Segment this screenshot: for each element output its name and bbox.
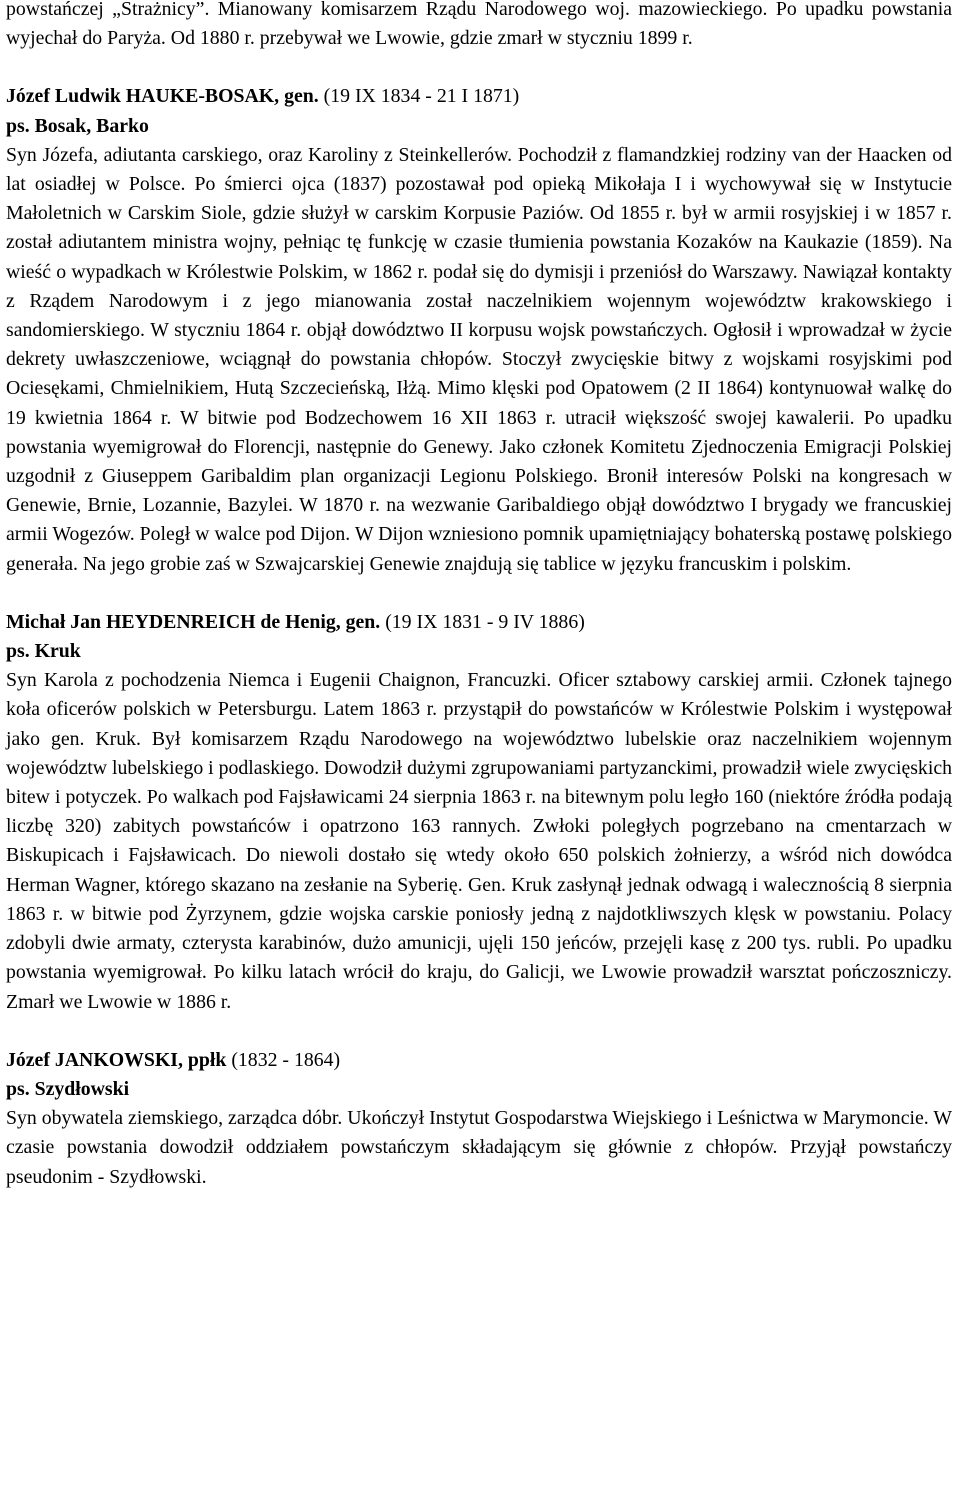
entry-biography: Syn Karola z pochodzenia Niemca i Eugenii Chaignon, Francuzki. Oficer sztabowy carskiej armii. Członek tajnego koła oficerów polskich w Petersburgu. Latem 1863 r. przystąpił do powstańców w Królestwie Polskim i występował jako gen. Kruk. Był komisarzem Rządu Narodowego na województwo lubelskie oraz naczelnikiem wojennym województw lubelskiego i podlaskiego. Dowodził dużymi zgrupowaniami partyzanckimi, prowadził wiele zwycięskich bitew i potyczek. Po walkach pod Fajsławicami 24 sierpnia 1863 r. na bitewnym polu legło 160 (niektóre źródła podają liczbę 320) zabitych powstańców i opatrzono 163 rannych. Zwłoki poległych pogrzebano na cmentarzach w Biskupicach i Fajsławicach. Do niewoli dostało się wtedy około 650 polskich żołnierzy, a wśród nich dowódca Herman Wagner, którego skazano na zesłanie na Syberię. Gen. Kruk zasłynął jednak odwagą i walecznością 8 sierpnia 1863 r. w bitwie pod Żyrzynem, gdzie wojska carskie poniosły jedną z najdotkliwszych klęsk w powstaniu. Polacy zdobyli dwie armaty, czterysta karabinów, dużo amunicji, ujęli 150 jeńców, przejęli kasę z 200 tys. rubli. Po upadku powstania wyemigrował. Po kilku latach wrócił do kraju, do Galicji, we Lwowie prowadził warsztat pończoszniczy. Zmarł we Lwowie w 1886 r. bbox=[6, 669, 952, 1013]
entry-heading bbox=[6, 608, 952, 637]
biography-entry-jankowski bbox=[6, 1046, 952, 1192]
entry-biography: Syn Józefa, adiutanta carskiego, oraz Karoliny z Steinkellerów. Pochodził z flamandzkiej rodziny van der Haacken od lat osiadłej w Polsce. Po śmierci ojca (1837) pozostawał pod opieką Mikołaja I i wychowywał się w Instytucie Małoletnich w Carskim Siole, gdzie służył w carskim Korpusie Paziów. Od 1855 r. był w armii rosyjskiej i w 1857 r. został adiutantem ministra wojny, pełniąc tę funkcję w czasie tłumienia powstania Kozaków na Kaukazie (1859). Na wieść o wypadkach w Królestwie Polskim, w 1862 r. podał się do dymisji i przeniósł do Warszawy. Nawiązał kontakty z Rządem Narodowym i z jego mianowania został naczelnikiem wojennym województw krakowskiego i sandomierskiego. W styczniu 1864 r. objął dowództwo II korpusu wojsk powstańczych. Ogłosił i wprowadzał w życie dekrety uwłaszczeniowe, wciągnął do powstania chłopów. Stoczył zwycięskie bitwy z wojskami rosyjskimi pod Ociesękami, Chmielnikiem, Hutą Szczecieńską, Iłżą. Mimo klęski pod Opatowem (2 II 1864) kontynuował walkę do 19 kwietnia 1864 r. W bitwie pod Bodzechowem 16 XII 1863 r. utracił większość swojej kawalerii. Po upadku powstania wyemigrował do Florencji, następnie do Genewy. Jako członek Komitetu Zjednoczenia Emigracji Polskiej uzgodnił z Giuseppem Garibaldim plan organizacji Legionu Polskiego. Bronił interesów Polski na kongresach w Genewie, Brnie, Lozannie, Bazylei. W 1870 r. na wezwanie Garibaldiego objął dowództwo I brygady we francuskiej armii Wogezów. Poległ w walce pod Dijon. W Dijon wzniesiono pomnik upamiętniający bohaterską postawę polskiego generała. Na jego grobie zaś w Szwajcarskiej Genewie znajdują się tablice w języku francuskim i polskim. bbox=[6, 143, 952, 575]
entry-dates: (1832 - 1864) bbox=[231, 1048, 341, 1071]
entry-pseudonym: ps. Bosak, Barko bbox=[6, 114, 149, 137]
biography-entry-heydenreich bbox=[6, 608, 952, 1017]
entry-pseudonym: ps. Szydłowski bbox=[6, 1077, 130, 1100]
entry-dates: (19 IX 1834 - 21 I 1871) bbox=[323, 85, 520, 108]
entry-name: Józef JANKOWSKI, ppłk bbox=[6, 1048, 227, 1071]
entry-name: Michał Jan HEYDENREICH de Henig, gen. bbox=[6, 610, 381, 633]
entry-heading bbox=[6, 82, 952, 111]
intro-paragraph: powstańczej „Strażnicy”. Mianowany komisarzem Rządu Narodowego woj. mazowieckiego. Po upadku powstania wyjechał do Paryża. Od 1880 r. przebywał we Lwowie, gdzie zmarł w styczniu 1899 r. bbox=[6, 0, 952, 50]
entry-biography: Syn obywatela ziemskiego, zarządca dóbr. Ukończył Instytut Gospodarstwa Wiejskiego i Leśnictwa w Marymoncie. W czasie powstania dowodził oddziałem powstańczym składającym się głównie z chłopów. Przyjął powstańczy pseudonim - Szydłowski. bbox=[6, 1107, 952, 1188]
biography-entry-hauke-bosak bbox=[6, 82, 952, 578]
entry-dates: (19 IX 1831 - 9 IV 1886) bbox=[385, 610, 585, 633]
entry-name: Józef Ludwik HAUKE-BOSAK, gen. bbox=[6, 85, 319, 108]
entry-heading bbox=[6, 1046, 952, 1075]
entry-pseudonym: ps. Kruk bbox=[6, 640, 81, 663]
